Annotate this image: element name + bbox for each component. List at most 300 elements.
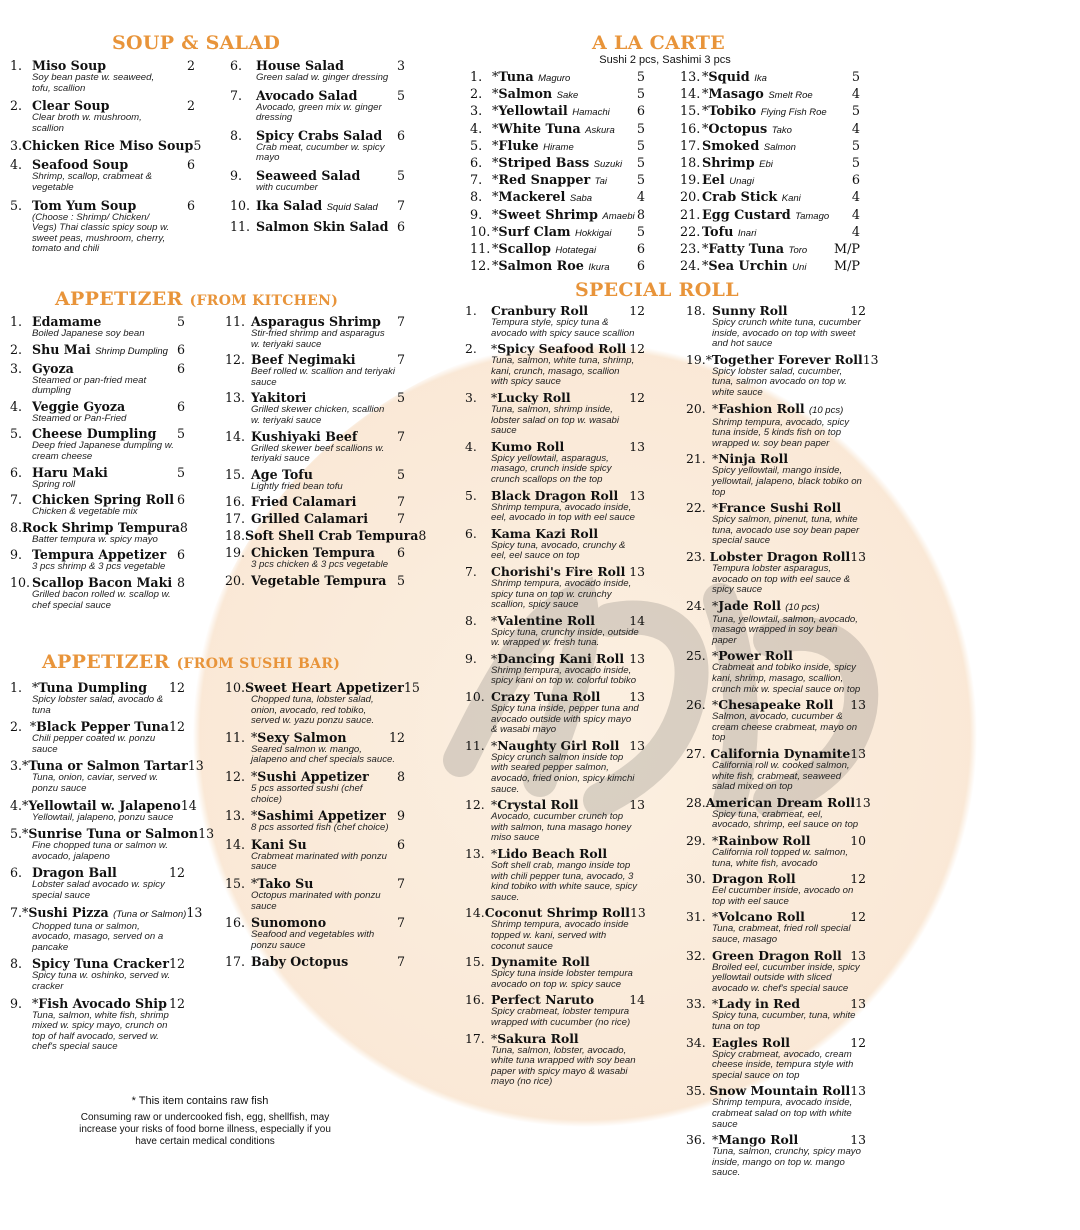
raw-fish-star: *: [491, 612, 498, 628]
item-number: 1.: [465, 303, 477, 318]
menu-item: [10, 342, 185, 359]
item-name: Dancing Kani Roll: [497, 650, 625, 666]
item-name: Seaweed Salad: [256, 167, 361, 183]
item-name: Scallop Bacon Maki: [32, 574, 173, 590]
item-description: Broiled eel, cucumber inside, spicy yellowtail outside with sliced avocado w. chef's special sauce: [712, 961, 860, 994]
item-number: 13.: [465, 846, 485, 861]
item-name: Rock Shrimp Tempura: [22, 519, 180, 535]
menu-item: [470, 104, 645, 120]
menu-item: [686, 746, 866, 793]
menu-item: [470, 208, 645, 224]
menu-item: [10, 399, 185, 425]
menu-item: [686, 500, 866, 547]
item-name: Lido Beach Roll: [497, 846, 608, 861]
item-name: Spicy Tuna Cracker: [31, 956, 169, 972]
item-price: 4: [851, 224, 860, 240]
item-number: 4.: [10, 797, 23, 813]
item-description: Spicy lobster salad, cucumber, tuna, salmon avocado on top w. white sauce: [712, 365, 847, 398]
item-number: 13.: [680, 70, 701, 85]
item-price: 5: [851, 70, 860, 85]
menu-item: [10, 996, 185, 1053]
item-name: Fluke: [498, 138, 539, 154]
item-price: 8: [636, 207, 645, 223]
alacarte-right-list: [680, 70, 860, 276]
item-number: 22.: [680, 224, 701, 240]
item-subname: Ika: [754, 73, 767, 84]
menu-item: [10, 157, 195, 193]
item-subname: Hamachi: [572, 107, 610, 119]
menu-item: [465, 564, 645, 611]
item-price: 5: [176, 464, 185, 480]
item-name: Red Snapper: [498, 173, 591, 189]
menu-item: [465, 390, 645, 437]
item-name: Yellowtail: [498, 104, 568, 120]
item-description: Soy bean paste w. seaweed, tofu, scallion: [32, 72, 155, 94]
item-price: 7: [396, 428, 405, 444]
item-number: 6.: [465, 525, 477, 541]
item-name: Naughty Girl Roll: [497, 737, 620, 753]
item-price: 7: [396, 197, 405, 213]
item-description: Shrimp tempura, avocado inside, eel, avocado in top with eel sauce: [491, 501, 635, 524]
item-description: Lightly fried bean tofu: [251, 480, 343, 492]
menu-item: [230, 58, 405, 84]
item-name: Tofu: [702, 224, 734, 240]
item-description: Spicy tuna w. oshinko, served w. cracker: [32, 970, 171, 992]
item-name: Chicken Tempura: [251, 545, 375, 561]
raw-fish-star: *: [491, 737, 498, 753]
item-price: 4: [851, 207, 860, 223]
raw-fish-star: *: [702, 241, 709, 257]
item-price: 13: [850, 746, 866, 762]
menu-item: [686, 549, 866, 596]
item-name: Fashion Roll: [718, 400, 805, 416]
item-description: Beef rolled w. scallion and teriyaki sauce: [251, 366, 395, 388]
item-description: Shrimp tempura, avocado inside, spicy kani on top w. colorful tobiko: [491, 664, 637, 687]
menu-item: [10, 547, 185, 573]
raw-fish-star: *: [712, 909, 719, 925]
item-price: 5: [396, 572, 405, 588]
item-description: Yellowtail, jalapeno, ponzu sauce: [32, 811, 174, 823]
item-price: 12: [850, 1034, 866, 1050]
raw-fish-star: *: [22, 904, 29, 920]
item-number: 13.: [225, 808, 246, 824]
menu-item: [225, 511, 405, 526]
item-price: 12: [168, 995, 185, 1011]
raw-fish-star: *: [32, 995, 39, 1011]
item-number: 14.: [225, 428, 246, 444]
item-description: Spicy yellowtail, mango inside, yellowtail, jalapeno, black tobiko on top: [712, 465, 862, 498]
menu-item: [465, 1031, 645, 1088]
menu-item: [686, 909, 866, 945]
raw-fish-star: *: [22, 797, 29, 813]
item-price: M/P: [833, 259, 860, 275]
menu-item: [10, 198, 195, 255]
alacarte-left-list: [470, 70, 645, 276]
raw-fish-star: *: [492, 241, 499, 257]
raw-fish-star: *: [712, 996, 719, 1012]
item-name: Volcano Roll: [718, 909, 805, 925]
item-price: 5: [396, 390, 405, 406]
item-number: 15.: [680, 104, 701, 120]
item-description: Grilled bacon rolled w. scallop w. chef special sauce: [32, 588, 171, 611]
menu-item: [225, 837, 405, 873]
item-description: Grilled skewer chicken, scallion w. teriyaki sauce: [251, 404, 385, 426]
item-price: 13: [187, 758, 204, 774]
item-number: 1.: [10, 680, 23, 695]
item-description: Salmon, avocado, cucumber & cream cheese crabmeat, mayo on top: [712, 711, 858, 744]
item-price: 12: [629, 341, 645, 357]
item-number: 10.: [230, 197, 251, 213]
item-number: 11.: [470, 241, 491, 257]
item-price: 6: [176, 547, 185, 563]
item-number: 16.: [465, 992, 485, 1008]
item-price: 12: [629, 389, 645, 405]
item-number: 11.: [225, 729, 246, 745]
item-price: 5: [176, 314, 185, 329]
item-price: 13: [850, 947, 866, 963]
item-subname: Hotategai: [555, 244, 597, 256]
item-number: 1.: [10, 58, 23, 73]
item-number: 14.: [225, 836, 246, 852]
special-roll-right-list: [686, 303, 879, 1181]
menu-item: [10, 361, 185, 397]
item-name: White Tuna: [498, 121, 581, 137]
item-price: 6: [851, 173, 860, 189]
menu-item: [10, 865, 185, 901]
alacarte-title: A LA CARTE: [592, 32, 726, 54]
item-number: 11.: [465, 737, 485, 753]
menu-item: [465, 439, 645, 486]
menu-item: [470, 156, 645, 172]
menu-item: [470, 259, 645, 275]
item-name: Black Dragon Roll: [491, 487, 619, 503]
raw-fish-star: *: [712, 597, 719, 613]
item-price: 13: [629, 797, 645, 813]
item-description: Tuna, yellowtail, salmon, avocado, masago wrapped in soy bean paper: [712, 613, 858, 646]
item-subname: (10 pcs): [785, 601, 820, 613]
item-description: Grilled skewer beef scallions w. teriyaki sauce: [251, 442, 385, 465]
item-subname: Flying Fish Roe: [760, 107, 827, 119]
raw-fish-star: *: [705, 351, 712, 367]
item-name: Yellowtail w. Jalapeno: [28, 797, 181, 813]
item-number: 31.: [686, 909, 706, 925]
menu-item: [465, 954, 645, 990]
item-number: 13.: [225, 390, 246, 406]
menu-item: [465, 992, 645, 1028]
item-name: Miso Soup: [32, 58, 107, 73]
item-name: Rainbow Roll: [718, 833, 811, 848]
item-number: 1.: [10, 314, 23, 329]
raw-fish-star: *: [251, 768, 258, 784]
soup-salad-title: SOUP & SALAD: [112, 32, 281, 54]
item-number: 1.: [470, 70, 483, 85]
item-number: 9.: [470, 207, 483, 223]
item-description: Shrimp tempura, avocado inside, crabmeat salad on top with white sauce: [712, 1097, 853, 1130]
menu-item: [465, 905, 645, 952]
item-description: California roll topped w. salmon, tuna, white fish, avocado: [712, 847, 848, 869]
item-price: 7: [396, 875, 405, 891]
menu-item: [230, 219, 405, 234]
item-name: Crazy Tuna Roll: [491, 689, 601, 705]
raw-fish-star: *: [251, 875, 258, 891]
item-name: California Dynamite: [710, 746, 851, 762]
item-price: 6: [636, 259, 645, 275]
item-number: 19.: [225, 545, 246, 561]
item-description: Spicy tuna, crunchy inside, outside w. wrapped w. fresh tuna.: [491, 626, 639, 649]
item-description: Crab meat, cucumber w. spicy mayo: [256, 141, 385, 164]
item-price: 10: [850, 833, 866, 848]
item-number: 17.: [225, 954, 246, 970]
menu-item: [680, 139, 860, 155]
menu-item: [686, 697, 866, 744]
item-number: 17.: [680, 138, 701, 154]
menu-item: [10, 797, 197, 824]
menu-item: [225, 494, 405, 509]
item-price: 5: [636, 138, 645, 154]
item-price: 13: [850, 1132, 866, 1148]
item-name: Tobiko: [708, 104, 757, 120]
raw-fish-star: *: [491, 650, 498, 666]
appetizer-sushi-title: APPETIZER (FROM SUSHI BAR): [42, 651, 341, 673]
menu-item: [680, 122, 860, 138]
item-name: Valentine Roll: [497, 612, 595, 628]
item-number: 18.: [686, 303, 706, 318]
item-price: 4: [851, 190, 860, 206]
item-name: Lady in Red: [718, 996, 800, 1012]
item-description: Shrimp tempura, avocado inside topped w. kani, served with coconut sauce: [491, 919, 629, 952]
item-price: 5: [176, 426, 185, 442]
item-number: 6.: [470, 155, 483, 171]
menu-item: [10, 465, 185, 491]
item-name: Vegetable Tempura: [251, 572, 387, 588]
menu-item: [10, 758, 204, 794]
item-number: 2.: [10, 719, 23, 735]
item-number: 10.: [225, 680, 246, 695]
menu-item: [470, 139, 645, 155]
raw-fish-star: *: [491, 389, 498, 405]
item-price: 13: [850, 697, 866, 713]
item-description: Boiled Japanese soy bean: [32, 328, 145, 339]
raw-fish-star: *: [702, 121, 709, 137]
item-number: 15.: [225, 875, 246, 891]
item-subname: Ebi: [759, 158, 773, 170]
item-number: 3.: [10, 138, 23, 154]
item-number: 2.: [465, 341, 477, 357]
menu-item: [225, 429, 405, 465]
menu-item: [225, 573, 405, 588]
item-name: Eel: [702, 173, 725, 189]
item-price: 8: [396, 768, 405, 784]
menu-item: [686, 648, 866, 695]
item-name: Salmon: [498, 87, 553, 103]
item-name: Tuna or Salmon Tartar: [28, 758, 188, 774]
menu-item: [10, 138, 202, 154]
item-number: 20.: [686, 400, 706, 416]
item-name: Tuna Dumpling: [38, 680, 148, 695]
item-number: 16.: [680, 121, 701, 137]
item-number: 8.: [230, 127, 243, 143]
item-name: Cranbury Roll: [491, 303, 589, 318]
item-subname: Ikura: [588, 262, 610, 274]
menu-item: [10, 719, 185, 755]
item-number: 20.: [680, 190, 701, 206]
item-price: 13: [862, 351, 879, 367]
menu-item: [470, 225, 645, 241]
item-number: 2.: [10, 98, 23, 114]
item-name: Seafood Soup: [32, 157, 129, 173]
menu-item: [680, 190, 860, 206]
item-description: Deep fried Japanese dumpling w. cream cheese: [32, 440, 174, 462]
menu-item: [686, 1132, 866, 1179]
item-number: 15.: [465, 954, 485, 970]
item-name: Dynamite Roll: [491, 954, 590, 970]
item-description: Spicy crunch salmon inside top with seared pepper salmon, avocado, fried onion, spicy kimchi sauce.: [491, 751, 635, 795]
item-description: Eel cucumber inside, avocado on top with eel sauce: [712, 885, 854, 907]
item-number: 5.: [465, 487, 477, 503]
menu-item: [465, 488, 645, 524]
menu-item: [686, 401, 866, 450]
item-name: Beef Negimaki: [251, 352, 356, 368]
item-number: 17.: [465, 1030, 485, 1046]
item-name: Snow Mountain Roll: [709, 1083, 851, 1099]
item-name: Gyoza: [32, 360, 74, 376]
item-name: Spicy Seafood Roll: [497, 341, 627, 357]
item-name: Grilled Calamari: [251, 511, 368, 527]
item-name: Ninja Roll: [718, 451, 789, 467]
item-subname: Sake: [556, 90, 579, 102]
item-number: 29.: [686, 833, 706, 848]
raw-fish-star: *: [712, 648, 719, 664]
item-price: 13: [850, 996, 866, 1012]
item-name: Sea Urchin: [708, 259, 788, 275]
item-number: 2.: [470, 87, 483, 103]
item-name: Cheese Dumpling: [32, 426, 157, 442]
raw-fish-star: *: [492, 207, 499, 223]
menu-item: [686, 1083, 866, 1130]
menu-item: [225, 528, 427, 544]
item-price: 5: [636, 87, 645, 103]
item-number: 24.: [686, 597, 706, 613]
item-name: Sunrise Tuna or Salmon: [28, 826, 199, 842]
menu-item: [686, 351, 879, 399]
menu-item: [686, 1035, 866, 1082]
item-number: 15.: [225, 466, 246, 482]
menu-item: [225, 954, 405, 969]
menu-item: [470, 70, 645, 86]
item-price: 13: [629, 689, 645, 705]
item-price: 14: [629, 992, 645, 1008]
item-description: Tempura style, spicy tuna & avocado with spicy sauce scallion: [491, 317, 635, 339]
item-number: 7.: [230, 87, 243, 103]
item-subname: Tamago: [795, 210, 830, 222]
item-number: 26.: [686, 697, 706, 713]
item-name: Striped Bass: [498, 155, 590, 171]
item-price: 6: [396, 836, 405, 852]
item-number: 5.: [10, 426, 23, 442]
item-price: 13: [198, 826, 215, 842]
item-price: 13: [850, 548, 866, 564]
item-name: Shu Mai: [32, 341, 91, 357]
item-name: Veggie Gyoza: [32, 398, 126, 414]
item-price: 7: [396, 314, 405, 329]
item-price: 5: [851, 138, 860, 154]
item-number: 17.: [225, 511, 246, 527]
item-price: 4: [851, 87, 860, 103]
appetizer-sushi-left-list: [10, 680, 215, 1056]
item-price: 6: [176, 360, 185, 376]
item-price: 6: [636, 241, 645, 257]
menu-item: [680, 225, 860, 241]
item-name: Kushiyaki Beef: [251, 428, 358, 444]
raw-fish-star: *: [712, 1132, 719, 1148]
item-price: 13: [629, 737, 645, 753]
menu-item: [686, 948, 866, 995]
menu-item: [470, 190, 645, 206]
item-description: Stir-fried shrimp and asparagus w. teriyaki sauce: [251, 328, 385, 350]
item-subname: Unagi: [729, 176, 755, 188]
item-name: American Dream Roll: [705, 794, 856, 810]
item-price: 2: [186, 58, 195, 73]
item-description: Spicy tuna, avocado, crunchy & eel, eel sauce on top: [491, 539, 626, 562]
item-price: 6: [636, 104, 645, 120]
item-price: 6: [176, 341, 185, 357]
item-name: Chorishi's Fire Roll: [491, 563, 626, 579]
item-name: Fried Calamari: [251, 494, 357, 510]
item-name: Chesapeake Roll: [718, 697, 834, 713]
menu-item: [225, 915, 405, 951]
menu-item: [465, 651, 645, 687]
menu-item: [680, 208, 860, 224]
raw-fish-star: *: [32, 680, 39, 695]
item-number: 6.: [230, 58, 243, 73]
raw-fish-star: *: [702, 259, 709, 275]
item-number: 12.: [465, 797, 485, 813]
raw-fish-star: *: [492, 70, 499, 85]
menu-item: [465, 613, 645, 649]
item-number: 18.: [680, 155, 701, 171]
item-description: Shrimp tempura, avocado inside, spicy tuna on top w. crunchy scallion, spicy sauce: [491, 577, 632, 611]
item-subname: Uni: [792, 262, 807, 274]
item-price: 4: [851, 121, 860, 137]
menu-item: [465, 303, 645, 339]
item-number: 10.: [465, 689, 485, 705]
item-subname: Smelt Roe: [768, 90, 813, 102]
item-description: (Choose : Shrimp/ Chicken/ Vegs) Thai classic spicy soup w. sweet peas, mushroom, cherry, tomato and chili: [32, 211, 170, 255]
item-description: Shrimp, scallop, crabmeat & vegetable: [32, 171, 152, 193]
item-number: 3.: [10, 360, 23, 376]
item-number: 5.: [470, 138, 483, 154]
item-description: Avocado, cucumber crunch top with salmon, tuna masago honey miso sauce: [491, 811, 632, 844]
item-name: Clear Soup: [32, 98, 110, 114]
item-number: 20.: [225, 572, 246, 588]
item-description: Spicy tuna inside, pepper tuna and avocado outside with spicy mayo & wasabi mayo: [491, 703, 639, 736]
item-description: Tuna, salmon, shrimp inside, lobster salad on top w. wasabi sauce: [491, 403, 619, 437]
item-name: Sunny Roll: [712, 303, 788, 318]
item-description: Spring roll: [32, 478, 76, 490]
item-number: 14.: [680, 87, 701, 103]
item-subname: Kani: [781, 193, 801, 205]
item-description: 5 pcs assorted sushi (chef choice): [251, 782, 363, 805]
item-name: Together Forever Roll: [711, 351, 863, 367]
item-name: Haru Maki: [32, 464, 108, 480]
food-safety-warning: Consuming raw or undercooked fish, egg, shellfish, may increase your risks of food borne illness, especially if you have certain medical conditions: [79, 1112, 331, 1147]
item-description: Tuna, onion, caviar, served w. ponzu sauce: [32, 772, 159, 794]
appetizer-kitchen-left-list: [10, 314, 188, 613]
item-price: 12: [629, 303, 645, 318]
item-number: 6.: [10, 865, 23, 881]
item-description: 3 pcs shrimp & 3 pcs vegetable: [32, 561, 166, 573]
item-description: Tuna, salmon, white fish, shrimp mixed w. spicy mayo, crunch on top of half avocado, served w. chef's special sauce: [32, 1009, 169, 1053]
